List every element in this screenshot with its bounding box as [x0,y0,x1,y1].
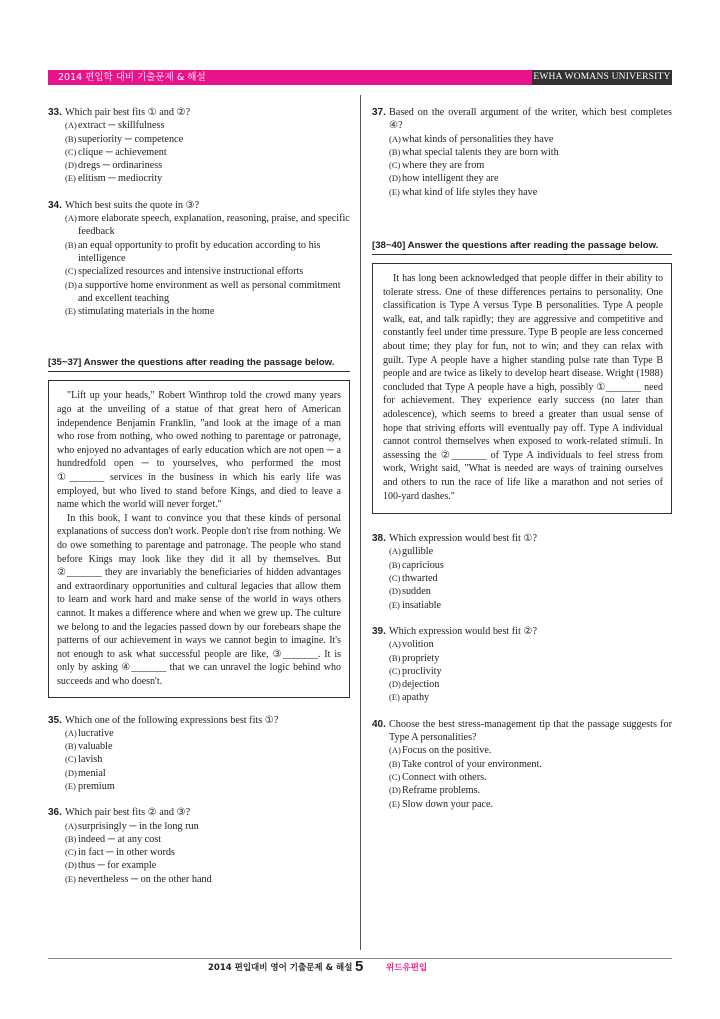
question-number: 34. [48,199,62,211]
option-d[interactable]: (D) how intelligent they are [389,173,499,185]
page-footer [0,958,720,982]
option-c[interactable]: (C) Connect with others. [389,771,487,783]
option-a[interactable]: (A) surprisingly ─ in the long run [65,820,199,832]
question-text: Which one of the following expressions best fits ①? [65,714,279,726]
question-38 [372,532,672,612]
option-b[interactable]: (B) propriety [389,652,440,664]
option-b[interactable]: (B) what special talents they are born with [389,146,559,158]
question-number: 33. [48,107,62,118]
option-b[interactable]: (B) superiority ─ competence [65,133,184,145]
option-d[interactable]: (D) menial [65,767,106,779]
option-a[interactable]: (A) volition [389,639,434,651]
passage-paragraph: In this book, I want to convince you that these kinds of personal explanations of success don't work. People don't rise from nothing. We do owe something to parentage and patronage. The people who stand before Kings may look like they did it all by themselves. But ②_______ they are invariably the beneficiaries of hidden advantages and extraordinary opportunities and cultural legacies that allow them to learn and work hard and make sense of the world in ways others cannot. It makes a difference where and when we grew up. The culture we belong to and the legacies passed down by our forebears shape the patterns of our achievement in ways we cannot begin to imagine. It's not enough to ask what successful people are like, ③_______. It is only by asking ④_______ that we can unravel the logic behind who succeeds and who doesn't. [57,512,341,687]
question-text: Based on the overall argument of the writer, which best completes ④? [389,107,672,132]
question-text: Which pair best fits ② and ③? [65,807,191,819]
option-e[interactable]: (E) nevertheless ─ on the other hand [65,873,212,885]
question-text: Which expression would best fit ②? [389,625,538,637]
option-c[interactable]: (C) where they are from [389,160,485,172]
option-e[interactable]: (E) stimulating materials in the home [65,306,215,318]
section-38-40 [372,239,672,514]
passage-paragraph: "Lift up your heads," Robert Winthrop told the crowd many years ago at the unveiling of a statue of that great hero of American independence Benjamin Franklin, "and look at the image of a man who rose from nothing, who owed nothing to parentage or patronage, who enjoyed no advantages of early education which are not open ─ a hundredfold open ─ to yourselves, who performed the most ①_______ services in the business in which his early life was employed, but who lived to stand before Kings, and died to leave a name which the world will never forget." [57,390,341,511]
option-d[interactable]: (D) dregs ─ ordinariness [65,160,163,172]
question-number: 39. [372,625,386,637]
question-40 [372,718,672,811]
page-number: 5 [355,958,364,975]
question-33 [48,106,350,186]
question-number: 36. [48,807,62,819]
option-d[interactable]: (D) Reframe problems. [389,785,481,797]
footer-publisher: 위드유편입 [386,963,428,973]
option-e[interactable]: (E) what kind of life styles they have [389,186,538,198]
question-text: Which pair best fits ① and ②? [65,107,191,118]
question-34 [48,199,350,319]
header-university: EWHA WOMANS UNIVERSITY [532,70,672,85]
left-column [48,106,350,886]
question-35 [48,714,350,794]
page-header [48,70,672,85]
option-d[interactable]: (D) sudden [389,586,431,598]
passage-paragraph: It has long been acknowledged that people differ in their ability to tolerate stress. One of these differences pertains to personality. One classification is Type A versus Type B personalities. Type A people walk, eat, and talk rapidly; they are aggressive and competitive and constantly feel under time pressure. Type B people are less concerned about time; they play for fun, not to win; and they can relax with guilt. Type A people have a higher standing pulse rate than Type B people and are twice as likely to develop heart disease. Wright (1988) concluded that Type A people have a high, possibly ①_______ need for achievement. They experience early success (no later than adolescence), which seems to breed a greater than usual sense of hope that striving efforts will eventually pay off. Type A individual cannot control themselves when exposed to work-related stimuli. In assessing the ②_______ of Type A individuals to feel stress from work, Wright said, "What is needed are ways of training ourselves and others to run the race of life like a marathon and not series of 100-yard dashes." [383,273,663,502]
option-c[interactable]: (C) proclivity [389,665,442,677]
question-number: 40. [372,718,386,730]
option-d[interactable]: (D) a supportive home environment as well as personal commitment and excellent teaching [65,279,341,304]
option-c[interactable]: (C) thwarted [389,573,438,585]
column-divider [360,95,361,950]
option-b[interactable]: (B) valuable [65,741,113,753]
option-d[interactable]: (D) dejection [389,679,440,691]
question-39 [372,625,672,705]
passage-box [48,380,350,697]
option-e[interactable]: (E) insatiable [389,599,442,611]
question-number: 37. [372,107,386,118]
question-number: 35. [48,714,62,726]
question-36 [48,806,350,886]
option-e[interactable]: (E) premium [65,781,115,792]
section-title: [35~37] Answer the questions after reading the passage below. [48,356,350,372]
question-text: Which best suits the quote in ③? [65,199,200,211]
header-exam-title: 2014 편입학 대비 기출문제 & 해설 [48,70,532,85]
question-37 [372,106,672,199]
option-a[interactable]: (A) Focus on the positive. [389,745,492,757]
option-a[interactable]: (A) gullible [389,546,434,558]
right-column [372,106,672,811]
option-d[interactable]: (D) thus ─ for example [65,860,157,872]
question-text: Choose the best stress-management tip that the passage suggests for Type A personalities? [389,718,672,744]
option-a[interactable]: (A) lucrative [65,727,114,739]
option-b[interactable]: (B) an equal opportunity to profit by education according to his intelligence [65,239,321,264]
option-c[interactable]: (C) in fact ─ in other words [65,847,175,859]
option-a[interactable]: (A) more elaborate speech, explanation, reasoning, praise, and specific feedback [65,213,350,238]
option-c[interactable]: (C) lavish [65,754,103,766]
option-c[interactable]: (C) specialized resources and intensive instructional efforts [65,266,304,278]
option-b[interactable]: (B) Take control of your environment. [389,758,542,770]
option-b[interactable]: (B) indeed ─ at any cost [65,833,162,845]
section-title: [38~40] Answer the questions after reading the passage below. [372,239,672,255]
section-35-37 [48,356,350,697]
option-a[interactable]: (A) extract ─ skillfulness [65,120,165,132]
option-e[interactable]: (E) elitism ─ mediocrity [65,173,163,185]
option-a[interactable]: (A) what kinds of personalities they have [389,133,554,145]
question-number: 38. [372,533,386,545]
option-e[interactable]: (E) Slow down your pace. [389,798,494,810]
footer-book-title: 2014 편입대비 영어 기출문제 & 해설 [208,963,353,973]
question-text: Which expression would best fit ①? [389,533,538,545]
option-c[interactable]: (C) clique ─ achievement [65,146,167,158]
passage-box [372,263,672,514]
option-b[interactable]: (B) capricious [389,559,444,571]
option-e[interactable]: (E) apathy [389,692,430,704]
